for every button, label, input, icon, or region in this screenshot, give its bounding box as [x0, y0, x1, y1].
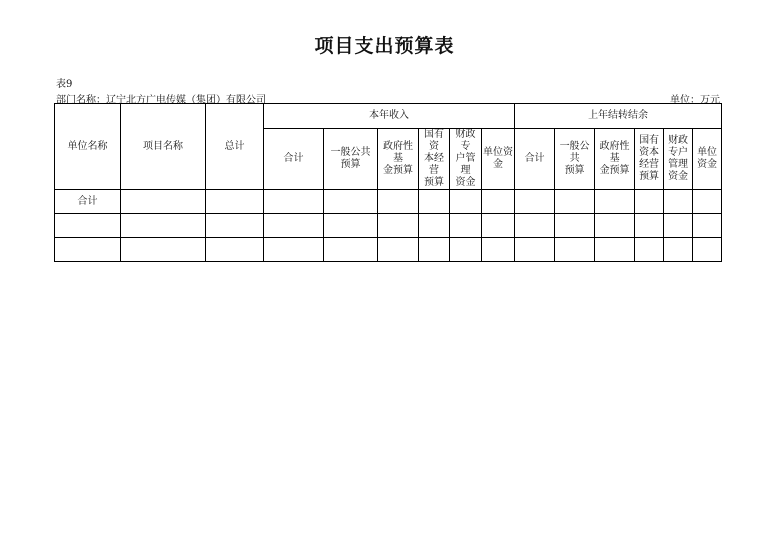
header-carryover: 上年结转结余 — [515, 104, 722, 129]
table-cell — [378, 190, 419, 214]
table-cell — [206, 238, 264, 262]
table-cell-unit-name: 合计 — [55, 190, 121, 214]
table-cell — [635, 238, 664, 262]
table-cell — [419, 190, 450, 214]
header-project-name: 项目名称 — [121, 104, 206, 190]
table-cell — [595, 190, 635, 214]
table-cell — [324, 238, 378, 262]
table-cell — [515, 238, 555, 262]
table-cell — [515, 190, 555, 214]
table-cell — [555, 214, 595, 238]
table-cell — [419, 238, 450, 262]
table-cell — [378, 214, 419, 238]
header-carry-fund-budget: 政府性基 金预算 — [595, 129, 635, 190]
header-total: 总计 — [206, 104, 264, 190]
table-cell — [635, 190, 664, 214]
unit-label: 单位：万元 — [670, 95, 720, 106]
header-carry-subtotal: 合计 — [515, 129, 555, 190]
table-cell-unit-name — [55, 214, 121, 238]
table-cell — [693, 238, 722, 262]
header-carry-special-account: 财政 专户 管理 资金 — [664, 129, 693, 190]
header-unit-name: 单位名称 — [55, 104, 121, 190]
table-cell — [555, 190, 595, 214]
table-cell — [595, 238, 635, 262]
department-name: 部门名称：辽宁北方广电传媒（集团）有限公司 — [56, 95, 266, 106]
table-cell — [378, 238, 419, 262]
header-carry-unit-funds: 单位 资金 — [693, 129, 722, 190]
table-row — [55, 238, 722, 262]
table-cell — [664, 214, 693, 238]
header-current-unit-funds: 单位资 金 — [482, 129, 515, 190]
table-cell — [206, 214, 264, 238]
table-cell — [555, 238, 595, 262]
table-cell — [482, 190, 515, 214]
table-cell — [264, 190, 324, 214]
table-cell — [515, 214, 555, 238]
header-current-income: 本年收入 — [264, 104, 515, 129]
table-number: 表9 — [56, 79, 73, 90]
table-cell — [482, 214, 515, 238]
table-cell — [121, 190, 206, 214]
table-cell — [324, 214, 378, 238]
table-row — [55, 190, 722, 214]
table-cell — [264, 214, 324, 238]
table-cell — [264, 238, 324, 262]
table-cell — [693, 214, 722, 238]
table-cell — [482, 238, 515, 262]
header-current-subtotal: 合计 — [264, 129, 324, 190]
header-carry-state-capital: 国有 资本 经营 预算 — [635, 129, 664, 190]
budget-table — [54, 103, 722, 262]
table-cell — [450, 238, 482, 262]
header-current-state-capital: 国有资 本经营 预算 — [419, 129, 450, 190]
table-cell — [206, 190, 264, 214]
table-cell — [419, 214, 450, 238]
table-cell — [635, 214, 664, 238]
header-carry-general-budget: 一般公 共 预算 — [555, 129, 595, 190]
table-cell — [121, 238, 206, 262]
table-cell — [450, 214, 482, 238]
header-current-special-account: 财政专 户管理 资金 — [450, 129, 482, 190]
table-cell — [121, 214, 206, 238]
table-cell — [324, 190, 378, 214]
page-title: 项目支出预算表 — [314, 35, 455, 57]
header-current-general-budget: 一般公共 预算 — [324, 129, 378, 190]
table-cell-unit-name — [55, 238, 121, 262]
table-cell — [693, 190, 722, 214]
table-cell — [450, 190, 482, 214]
table-cell — [664, 190, 693, 214]
table-row — [55, 214, 722, 238]
header-current-fund-budget: 政府性基 金预算 — [378, 129, 419, 190]
table-cell — [664, 238, 693, 262]
table-cell — [595, 214, 635, 238]
